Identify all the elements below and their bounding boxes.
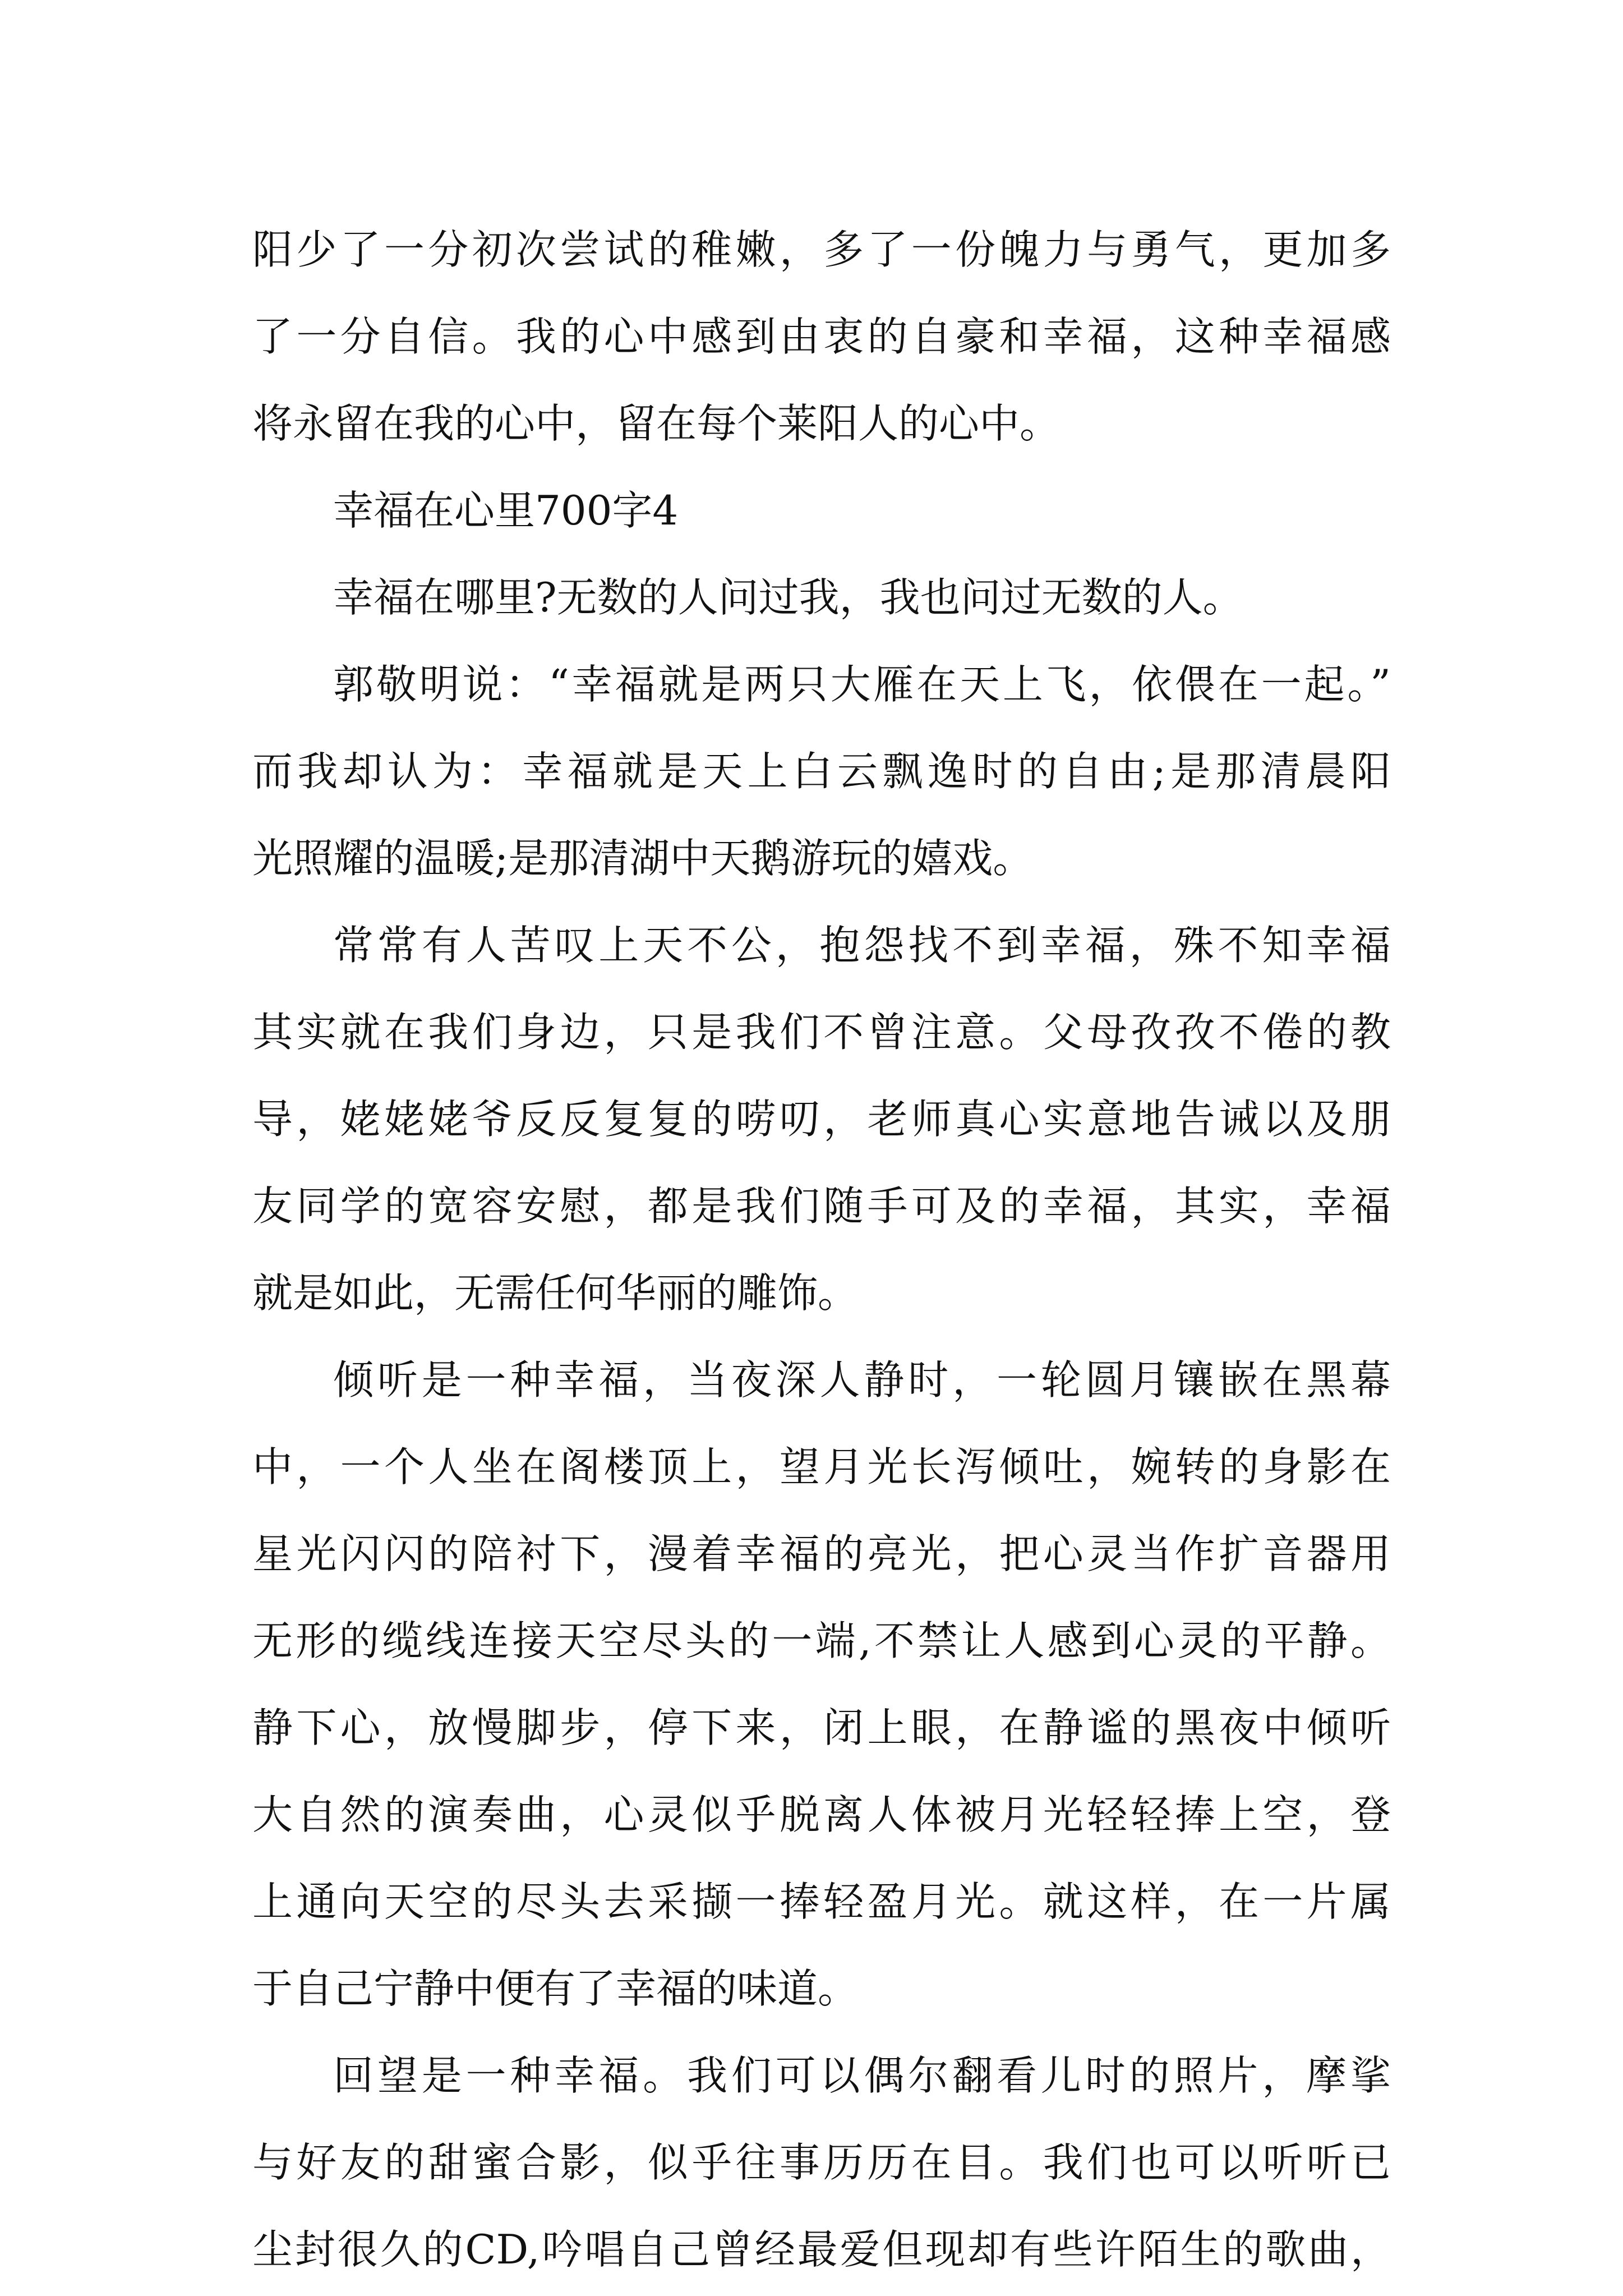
text-line: 友同学的宽容安慰，都是我们随手可及的幸福，其实，幸福 xyxy=(252,1182,1391,1230)
text-line: 常常有人苦叹上天不公，抱怨找不到幸福，殊不知幸福 xyxy=(333,922,1391,969)
text-line: 光照耀的温暖;是那清湖中天鹅游玩的嬉戏。 xyxy=(252,835,1034,882)
text-line: 阳少了一分初次尝试的稚嫩，多了一份魄力与勇气，更加多 xyxy=(252,226,1391,273)
text-line: 幸福在心里700字4 xyxy=(333,487,679,534)
text-line: 就是如此，无需任何华丽的雕饰。 xyxy=(252,1269,859,1317)
text-line: 郭敬明说：“幸福就是两只大雁在天上飞，依偎在一起。” xyxy=(333,661,1391,708)
text-line: 了一分自信。我的心中感到由衷的自豪和幸福，这种幸福感 xyxy=(252,313,1391,360)
text-line: 无形的缆线连接天空尽头的一端,不禁让人感到心灵的平静。 xyxy=(252,1617,1391,1664)
text-line: 星光闪闪的陪衬下，漫着幸福的亮光，把心灵当作扩音器用 xyxy=(252,1530,1391,1577)
document-body xyxy=(252,206,1391,2293)
text-line: 而我却认为：幸福就是天上白云飘逸时的自由;是那清晨阳 xyxy=(252,748,1391,795)
text-line: 倾听是一种幸福，当夜深人静时，一轮圆月镶嵌在黑幕 xyxy=(333,1356,1391,1404)
text-line: 幸福在哪里?无数的人问过我，我也问过无数的人。 xyxy=(333,574,1243,621)
text-line: 回望是一种幸福。我们可以偶尔翻看儿时的照片，摩挲 xyxy=(333,2052,1391,2099)
text-line: 将永留在我的心中，留在每个莱阳人的心中。 xyxy=(252,400,1061,447)
text-line: 其实就在我们身边，只是我们不曾注意。父母孜孜不倦的教 xyxy=(252,1009,1391,1056)
text-line: 大自然的演奏曲，心灵似乎脱离人体被月光轻轻捧上空，登 xyxy=(252,1791,1391,1838)
text-line: 尘封很久的CD,吟唱自己曾经最爱但现却有些许陌生的歌曲， xyxy=(252,2226,1391,2273)
text-line: 与好友的甜蜜合影，似乎往事历历在目。我们也可以听听已 xyxy=(252,2139,1391,2186)
text-line: 中，一个人坐在阁楼顶上，望月光长泻倾吐，婉转的身影在 xyxy=(252,1443,1391,1490)
text-line: 导，姥姥姥爷反反复复的唠叨，老师真心实意地告诫以及朋 xyxy=(252,1096,1391,1143)
text-line: 于自己宁静中便有了幸福的味道。 xyxy=(252,1965,859,2012)
text-line: 静下心，放慢脚步，停下来，闭上眼，在静谧的黑夜中倾听 xyxy=(252,1704,1391,1751)
text-line: 上通向天空的尽头去采撷一捧轻盈月光。就这样，在一片属 xyxy=(252,1878,1391,1925)
